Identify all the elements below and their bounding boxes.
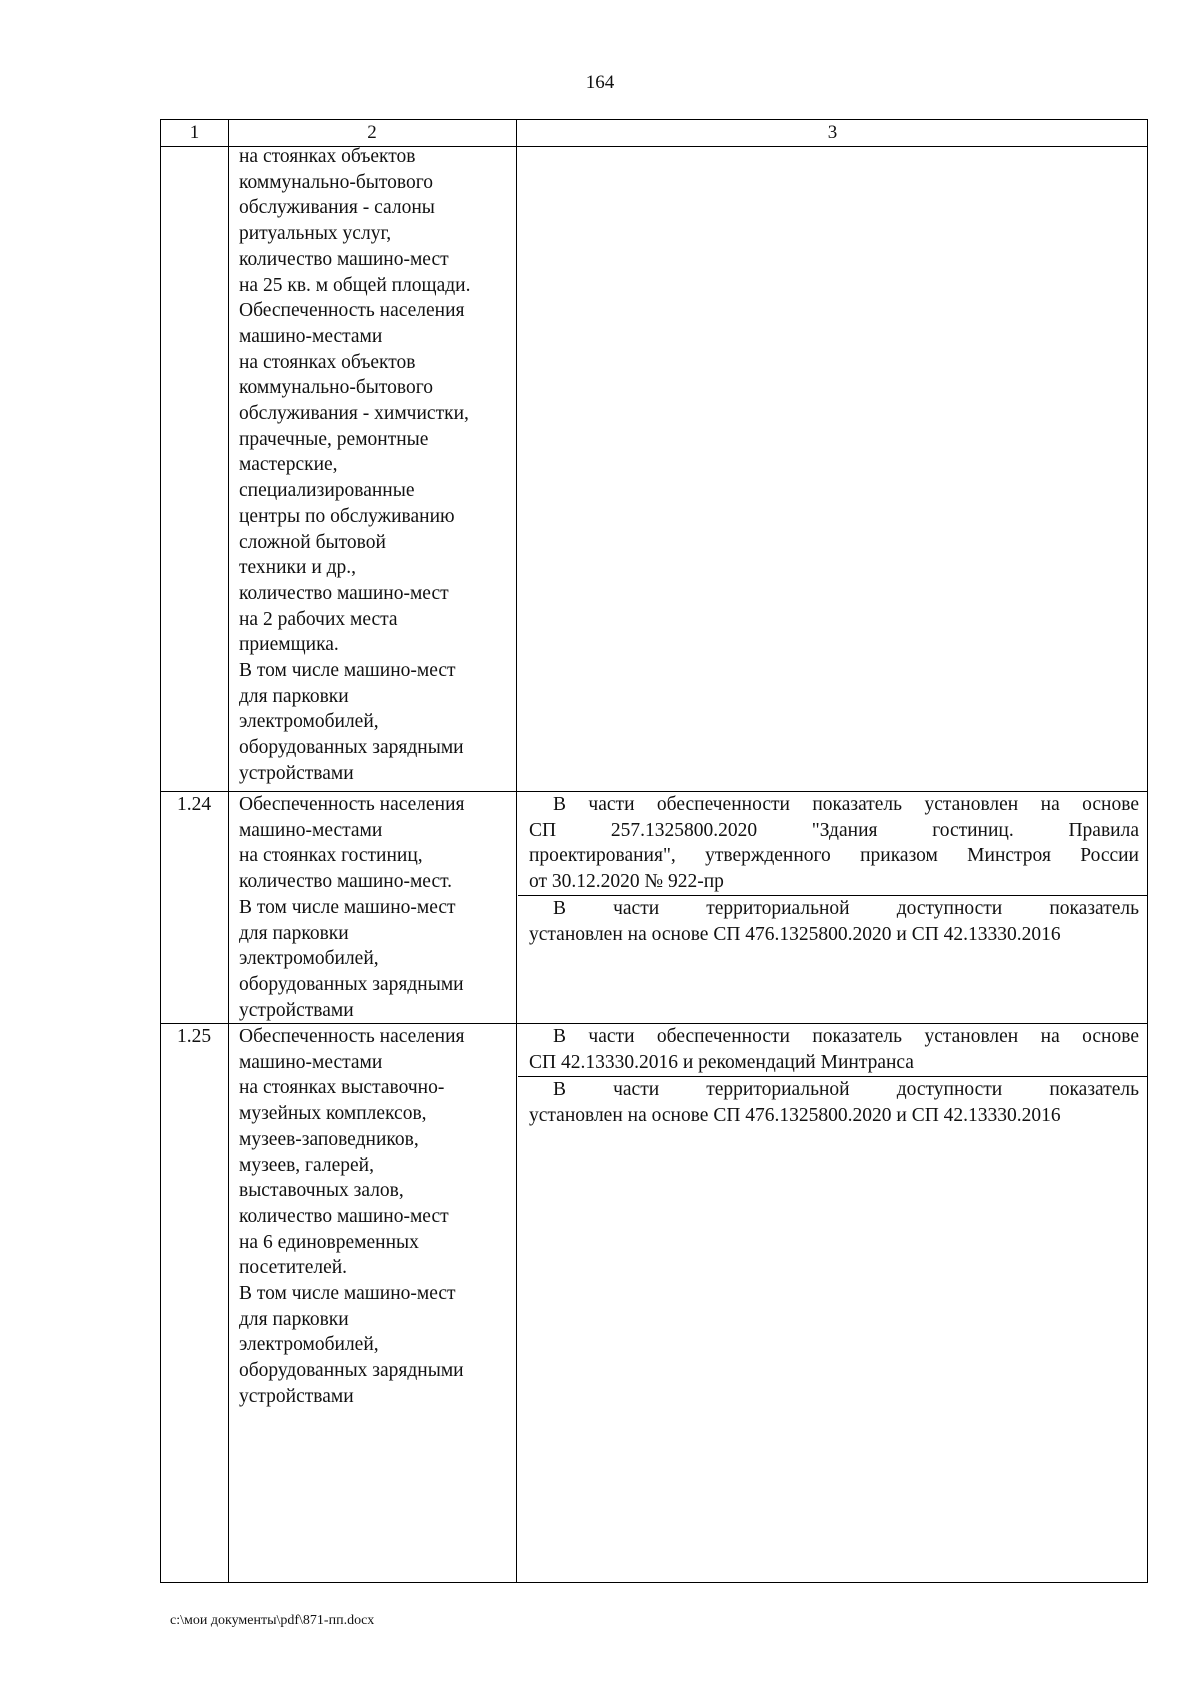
cell-text-line: посетителей. — [239, 1257, 348, 1279]
cell-text-line: коммунально-бытового — [239, 377, 433, 399]
header-col-2: 2 — [367, 122, 377, 143]
row-1-24-col2 — [239, 792, 465, 1023]
basis-text-line: установлен на основе СП 476.1325800.2020 и СП 42.13330.2016 — [529, 1104, 1061, 1126]
cell-text-line: количество машино-мест — [239, 582, 449, 604]
cell-text-line: приемщика. — [239, 634, 339, 656]
cell-text-line: устройствами — [239, 999, 354, 1021]
header-col-1: 1 — [189, 122, 200, 143]
cell-text-line: машино-местами — [239, 1051, 383, 1073]
cell-text-line: техники и др., — [239, 557, 357, 579]
cell-text-line: на стоянках объектов — [239, 351, 416, 373]
basis-text-line: СП 257.1325800.2020 "Здания гостиниц. Правила — [529, 819, 1139, 841]
row-1-24-col3-block-2 — [529, 896, 1139, 947]
basis-text-line: В части обеспеченности показатель установлен на основе — [553, 794, 1139, 815]
page-number: 164 — [585, 72, 615, 93]
cell-text-line: сложной бытовой — [239, 531, 386, 553]
basis-text-line: СП 42.13330.2016 и рекомендаций Минтранса — [529, 1051, 914, 1073]
header-col-3: 3 — [827, 122, 838, 143]
cell-text-line: электромобилей, — [239, 711, 379, 733]
cell-text-line: В том числе машино-мест — [239, 1283, 456, 1305]
cell-text-line: количество машино-мест — [239, 248, 449, 270]
cell-text-line: прачечные, ремонтные — [239, 428, 429, 450]
cell-text-line: мастерские, — [239, 454, 338, 476]
cell-text-line: музеев, галерей, — [239, 1154, 374, 1176]
cell-text-line: на стоянках гостиниц, — [239, 845, 423, 867]
cell-text-line: электромобилей, — [239, 1334, 379, 1356]
cell-text-line: музеев-заповедников, — [239, 1128, 419, 1150]
cell-text-line: машино-местами — [239, 819, 383, 841]
cell-text-line: количество машино-мест — [239, 1205, 449, 1227]
cell-text-line: оборудованных зарядными — [239, 1360, 464, 1382]
continued-row-col2 — [239, 144, 470, 787]
cell-text-line: специализированные — [239, 480, 415, 502]
cell-text-line: коммунально-бытового — [239, 171, 433, 193]
row-1-24-col3-block-1 — [529, 792, 1139, 895]
cell-text-line: количество машино-мест. — [239, 871, 453, 893]
cell-text-line: В том числе машино-мест — [239, 660, 456, 682]
cell-text-line: для парковки — [239, 685, 349, 707]
cell-text-line: Обеспеченность населения — [239, 794, 465, 815]
cell-text-line: на 25 кв. м общей площади. — [239, 274, 471, 296]
cell-text-line: устройствами — [239, 1385, 354, 1407]
data-table — [160, 119, 1148, 1583]
cell-text-line: на стоянках выставочно- — [239, 1077, 445, 1099]
cell-text-line: Обеспеченность населения — [239, 1026, 465, 1047]
cell-text-line: оборудованных зарядными — [239, 737, 464, 759]
cell-text-line: на стоянках объектов — [239, 146, 416, 167]
row-number: 1.25 — [176, 1026, 212, 1047]
cell-text-line: обслуживания - химчистки, — [239, 403, 469, 425]
basis-text-line: от 30.12.2020 № 922-пр — [529, 871, 724, 893]
cell-text-line: В том числе машино-мест — [239, 896, 456, 918]
row-1-25-col3-block-2 — [529, 1077, 1139, 1128]
basis-text-line: В части территориальной доступности показатель — [553, 898, 1139, 919]
cell-text-line: на 6 единовременных — [239, 1231, 419, 1253]
cell-text-line: машино-местами — [239, 325, 383, 347]
cell-text-line: оборудованных зарядными — [239, 973, 464, 995]
cell-text-line: электромобилей, — [239, 948, 379, 970]
cell-text-line: для парковки — [239, 1308, 349, 1330]
basis-text-line: установлен на основе СП 476.1325800.2020 и СП 42.13330.2016 — [529, 923, 1061, 945]
cell-text-line: обслуживания - салоны — [239, 197, 435, 219]
cell-text-line: на 2 рабочих места — [239, 608, 398, 630]
cell-text-line: Обеспеченность населения — [239, 300, 465, 322]
cell-text-line: выставочных залов, — [239, 1180, 404, 1202]
row-1-25-col3-block-1 — [529, 1024, 1139, 1075]
column-divider — [516, 120, 517, 1582]
cell-text-line: для парковки — [239, 922, 349, 944]
cell-text-line: ритуальных услуг, — [239, 223, 392, 245]
cell-text-line: центры по обслуживанию — [239, 505, 455, 527]
cell-text-line: музейных комплексов, — [239, 1103, 427, 1125]
cell-text-line: устройствами — [239, 762, 354, 784]
basis-text-line: В части обеспеченности показатель установлен на основе — [553, 1026, 1139, 1047]
basis-text-line: В части территориальной доступности показатель — [553, 1079, 1139, 1100]
file-path-footer: c:\мои документы\pdf\871-пп.docx — [170, 1613, 375, 1628]
basis-text-line: проектирования", утвержденного приказом Минстроя России — [529, 845, 1139, 867]
row-1-25-col2 — [239, 1024, 465, 1410]
row-number: 1.24 — [176, 794, 212, 815]
column-divider — [228, 120, 229, 1582]
